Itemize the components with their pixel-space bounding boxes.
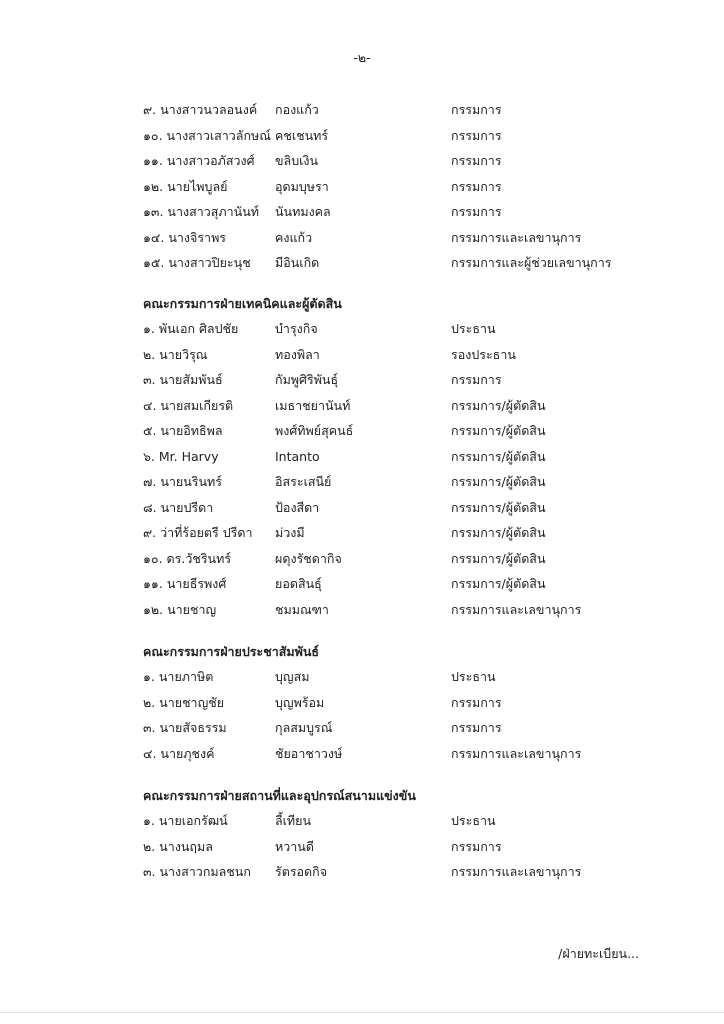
member-row bbox=[143, 571, 663, 597]
member-name: ๑. นายเอกรัฒน์ bbox=[143, 813, 228, 828]
member-surname: กัมพูศิริพันธุ์ bbox=[275, 372, 339, 387]
member-surname: คชเชนทร์ bbox=[275, 127, 329, 143]
member-surname: ลี้เทียน bbox=[275, 813, 312, 828]
committee-section-continued bbox=[143, 97, 663, 276]
member-role: กรรมการและเลขานุการ bbox=[451, 745, 582, 761]
member-surname: บุญพร้อม bbox=[275, 694, 325, 710]
member-surname: ป้องสีดา bbox=[275, 499, 320, 515]
member-role: กรรมการ bbox=[451, 720, 502, 735]
committee-section-public-relations bbox=[143, 639, 663, 766]
member-surname: Intanto bbox=[275, 448, 320, 464]
member-name: ๒. นายชาญชัย bbox=[143, 694, 225, 710]
member-name: ๑๓. นางสาวสุภานันท์ bbox=[143, 204, 259, 219]
member-name: ๘. นายปรีดา bbox=[143, 499, 214, 515]
member-list bbox=[143, 664, 663, 766]
member-name: ๑๑. นางสาวอภัสวงศ์ bbox=[143, 153, 255, 168]
member-row bbox=[143, 250, 663, 276]
page-edge-divider bbox=[0, 1012, 724, 1013]
member-name: ๗. นายนรินทร์ bbox=[143, 474, 222, 489]
member-row bbox=[143, 715, 663, 741]
member-name: ๑๒. นายชาญ bbox=[143, 601, 217, 617]
member-name: ๑๒. นายไพบูลย์ bbox=[143, 178, 228, 194]
member-name: ๑๑. นายธีรพงศ์ bbox=[143, 576, 227, 591]
member-name: ๑. นายภาษิต bbox=[143, 669, 214, 684]
member-name: ๓. นายสัจธรรม bbox=[143, 720, 227, 735]
member-list bbox=[143, 316, 663, 622]
member-surname: กองแก้ว bbox=[275, 102, 319, 117]
member-row bbox=[143, 444, 663, 470]
member-name: ๖. Mr. Harvy bbox=[143, 448, 219, 464]
member-role: กรรมการและผู้ช่วยเลขานุการ bbox=[451, 255, 612, 270]
member-role: กรรมการ bbox=[451, 694, 502, 710]
member-role: กรรมการ bbox=[451, 372, 502, 387]
member-name: ๔. นายสมเกียรติ bbox=[143, 397, 234, 413]
member-row bbox=[143, 690, 663, 716]
member-row bbox=[143, 418, 663, 444]
member-surname: บำรุงกิจ bbox=[275, 321, 318, 336]
member-role: กรรมการ/ผู้ตัดสิน bbox=[451, 525, 546, 540]
member-row bbox=[143, 834, 663, 860]
member-role: กรรมการและเลขานุการ bbox=[451, 229, 582, 245]
member-row bbox=[143, 393, 663, 419]
committee-section-technical bbox=[143, 291, 663, 622]
member-list bbox=[143, 808, 663, 885]
member-role: กรรมการ bbox=[451, 204, 502, 219]
member-name: ๒. นายวิรุณ bbox=[143, 346, 208, 362]
member-role: กรรมการ/ผู้ตัดสิน bbox=[451, 499, 546, 515]
member-surname: เมธาชยานันท์ bbox=[275, 397, 351, 413]
section-heading: คณะกรรมการฝ่ายเทคนิคและผู้ตัดสิน bbox=[143, 296, 342, 311]
member-surname: อิสระเสนีย์ bbox=[275, 474, 332, 489]
member-surname: ขลิบเงิน bbox=[275, 153, 319, 168]
member-surname: ม่วงมี bbox=[275, 525, 305, 540]
continuation-note: /ฝ่ายทะเบียน... bbox=[558, 946, 639, 961]
member-row bbox=[143, 859, 663, 885]
member-surname: พงศ์ทิพย์สุคนธ์ bbox=[275, 423, 354, 438]
member-list bbox=[143, 97, 663, 276]
member-name: ๑. พันเอก ศิลปชัย bbox=[143, 321, 239, 336]
member-surname: กุลสมบูรณ์ bbox=[275, 720, 333, 735]
member-row bbox=[143, 199, 663, 225]
member-surname: ยอดสินธุ์ bbox=[275, 576, 322, 591]
member-surname: ทองพิลา bbox=[275, 346, 320, 362]
member-role: กรรมการ bbox=[451, 838, 502, 854]
member-role: กรรมการและเลขานุการ bbox=[451, 601, 582, 617]
section-heading: คณะกรรมการฝ่ายประชาสัมพันธ์ bbox=[143, 644, 320, 659]
member-row bbox=[143, 520, 663, 546]
member-role: ประธาน bbox=[451, 321, 496, 336]
member-row bbox=[143, 546, 663, 572]
member-row bbox=[143, 342, 663, 368]
member-surname: ชมมณฑา bbox=[275, 601, 329, 617]
member-surname: นันทมงคล bbox=[275, 204, 331, 219]
member-name: ๔. นายภุชงค์ bbox=[143, 745, 215, 761]
member-row bbox=[143, 97, 663, 123]
member-role: รองประธาน bbox=[451, 346, 516, 362]
member-name: ๒. นางนฤมล bbox=[143, 838, 213, 854]
member-role: กรรมการ/ผู้ตัดสิน bbox=[451, 397, 546, 413]
member-surname: คงแก้ว bbox=[275, 229, 313, 245]
member-role: กรรมการ/ผู้ตัดสิน bbox=[451, 474, 546, 489]
member-role: กรรมการ bbox=[451, 153, 502, 168]
member-role: ประธาน bbox=[451, 813, 496, 828]
member-row bbox=[143, 664, 663, 690]
member-role: กรรมการและเลขานุการ bbox=[451, 864, 582, 879]
member-row bbox=[143, 367, 663, 393]
member-role: กรรมการ/ผู้ตัดสิน bbox=[451, 448, 546, 464]
member-name: ๑๔. นางจิราพร bbox=[143, 229, 227, 245]
member-surname: ชัยอาชาวงษ์ bbox=[275, 745, 343, 761]
member-row bbox=[143, 148, 663, 174]
member-role: กรรมการ/ผู้ตัดสิน bbox=[451, 576, 546, 591]
member-row bbox=[143, 225, 663, 251]
member-name: ๑๐. นางสาวเสาวลักษณ์ bbox=[143, 127, 271, 143]
member-row bbox=[143, 469, 663, 495]
member-name: ๓. นางสาวกมลชนก bbox=[143, 864, 251, 879]
member-name: ๕. นายอิทธิพล bbox=[143, 423, 223, 438]
member-role: กรรมการ bbox=[451, 102, 502, 117]
member-surname: หวานดี bbox=[275, 838, 314, 854]
member-row bbox=[143, 741, 663, 767]
member-name: ๙. ว่าที่ร้อยตรี ปรีดา bbox=[143, 525, 253, 540]
member-surname: บุญสม bbox=[275, 669, 310, 684]
member-row bbox=[143, 174, 663, 200]
member-role: ประธาน bbox=[451, 669, 496, 684]
member-role: กรรมการ/ผู้ตัดสิน bbox=[451, 550, 546, 566]
member-role: กรรมการ bbox=[451, 127, 502, 143]
member-surname: อุดมบุษรา bbox=[275, 178, 329, 194]
member-role: กรรมการ/ผู้ตัดสิน bbox=[451, 423, 546, 438]
member-row bbox=[143, 316, 663, 342]
page-number: -๒- bbox=[353, 50, 371, 65]
member-name: ๓. นายสัมพันธ์ bbox=[143, 372, 223, 387]
member-name: ๑๐. ดร.วัชรินทร์ bbox=[143, 550, 232, 566]
member-name: ๙. นางสาวนวลอนงค์ bbox=[143, 102, 258, 117]
member-surname: มีอินเกิด bbox=[275, 255, 320, 270]
member-surname: รัตรอดกิจ bbox=[275, 864, 328, 879]
member-role: กรรมการ bbox=[451, 178, 502, 194]
section-heading: คณะกรรมการฝ่ายสถานที่และอุปกรณ์สนามแข่งขัน bbox=[143, 788, 416, 803]
member-surname: ผดุงรัชดากิจ bbox=[275, 550, 342, 566]
member-row bbox=[143, 597, 663, 623]
member-row bbox=[143, 495, 663, 521]
member-name: ๑๕. นางสาวปิยะนุช bbox=[143, 255, 251, 270]
committee-section-venue-equipment bbox=[143, 783, 663, 885]
member-row bbox=[143, 808, 663, 834]
member-row bbox=[143, 123, 663, 149]
